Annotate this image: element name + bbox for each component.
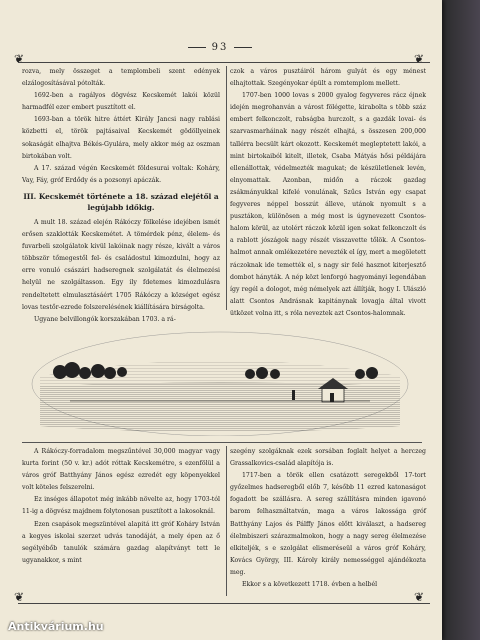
paragraph: 1692-ben a ragályos dögvész Kecskemét lakói közül harmadfél ezer embert pusztított el.	[22, 92, 220, 112]
bottom-right-column	[230, 446, 426, 591]
paragraph: Ekkor s a következett 1718. évben a helbél	[242, 581, 378, 589]
paragraph: czok a város pusztáiról három gulyát és egy ménest elhajtottak. Szegényokar épült a romtemplom mellett.	[230, 68, 426, 88]
paragraph: 1693-ban a török hitre áttért Király Jancsi nagy rablási közbetti el, török pajtásaival Kecskemét gödöllyeinek sokaságát elhajtva Békés-Gyulára, mely akkor még az oszman birtokában volt.	[22, 116, 220, 160]
paragraph: szegény szolgáknak ezek sorsában foglalt helyet a herczeg Grassalkovics-család alapítója is.	[230, 448, 426, 468]
paragraph: A Rákóczy-forradalom megszűntével 30,000 magyar vagy kurta forint (50 v. kr.) adót róttak Kecskemétre, s ezenfölül a város gróf Batthyány János egész ezredét egy köpenyekkel volt köteles felszerelni.	[22, 448, 220, 492]
paragraph: Ugyane belvillongók korszakában 1703. a rá-	[34, 315, 176, 323]
top-rule	[18, 62, 430, 63]
watermark: Antikvárium.hu	[8, 620, 104, 633]
paragraph: 1707-ben 1000 lovas s 2000 gyalog fegyveres rácz éjnek idején megrohanván a várost fölégette, kirabolta s több száz embert felkonczolt, rabságba hurczolt, s a gazdák lovai- és szarvasmarháinak nagy részét elhajtá, s összesen 200,000 tallérra becsült kárt okozott. Kecskemét megleptetett lakói, a mint birtokaiból kitelt, illetek, Csaba Mátyás hősi példájára ellenállottak, védelmezték magukat; de készületlenek levén, elnyomattak. Azonban, midőn a ráczok gazdag zsákmányukkal kifelé vonulának, Szűcs István egy csapat fegyveres néppel bosszút álleve, utánok nyomult s a pusztákon, különösen a még most is úgynevezett Csontos-halom körül, az utolért ráczok közül igen sokat felkonczolt és a rablott jószágok nagy részét visszavette tőlök. A Csontos-halmot annak omlékezetére nevezték el így, mert a megöletett ráczoknak ide temették el, s nagy sir felé hasznot kiterjesztő dombot hányták. A nép közt lenforgó hagyományi legendában így regél a dologot, még némelyek azt állítják, hogy I. Ulászló alatt Csontos Andrásnak kapitánynak lovagja által vivott ütközet volna itt, s róla neveztek azt Csontos-halomnak.	[230, 92, 426, 317]
ornament-corner-right-icon: ❦	[414, 52, 425, 66]
left-column	[22, 66, 220, 326]
landscape-illustration	[30, 326, 410, 436]
paragraph: Ezen csapások megszüntével alapitá itt gróf Koháry István a kegyes iskolai szerzet udvás tanodáját, a mely épen az ő segélyébőb tanulók számára gazdag alapítványt tett le ugyanakkor, s mint	[22, 520, 220, 564]
right-column	[230, 66, 426, 320]
column-divider	[226, 446, 227, 596]
column-divider	[226, 66, 227, 310]
ornament-bottom-left-icon: ❦	[14, 590, 25, 604]
paragraph: Ez inséges állapotot még inkább növelte az, hogy 1703-tól 11-ig a dögvész majdnem folytonosan pusztított a lakosoknál.	[22, 496, 220, 516]
ornament-corner-left-icon: ❦	[14, 52, 25, 66]
ornament-bottom-right-icon: ❦	[414, 590, 425, 604]
paragraph: A 17. század végén Kecskemét földesurai voltak: Koháry, Vay, Fáy, gróf Erdődy és a pozsonyi apáczák.	[22, 164, 220, 184]
paragraph: rozva, mely összeget a templombeli szent edények elzálogosításával pótolták.	[22, 68, 220, 88]
middle-rule	[22, 442, 422, 443]
section-heading: III. Kecskemét története a 18. század elejétől a legújabb időkig.	[23, 191, 219, 212]
background-edge	[440, 0, 480, 640]
page-number: 93	[150, 42, 290, 53]
bottom-left-column	[22, 446, 220, 567]
bottom-rule	[18, 603, 430, 604]
paragraph: 1717-ben a török ellen csatázott seregekből 17-tort győzelmes hadseregből előb 7, később 11 ezred katonaságot fogadott be szállásra. A sereg szállításra minden igavonó barom felhasználtatván, maga a város lakossága gróf Batthyány Lajos és Pálffy János előtt kiválaszt, a hadsereg élelmbiszeri szárazmalmokon, hogy a nagy sereg élelmezése elkiteljék, s e szolgálat elismeréseül a város gróf Koháry, Kovács György, III. Károly király nemességgel ajándékozta meg.	[230, 472, 426, 576]
paragraph: A mult 18. század elején Rákóczy fölkelése idejében ismét erősen szaklották Kecskemétet. A tömérdek pénz, élelem- és fuvarbeli szolgálatok kivül lakóinak nagy része, kivált a város többször tőmegestől fel- és családostul kimozdulni, hogy az erre vonuló császári hadseregnek szolgálatát és élelmezési helyül ne szolgáltasson. Egy ily fdetemes kimozdulásra rendeltetett elmulasztásáért 1705 Rákóczy a községet egész lovas testőr-ezrede folszerelésének kiállítására birságolta.	[22, 218, 220, 311]
